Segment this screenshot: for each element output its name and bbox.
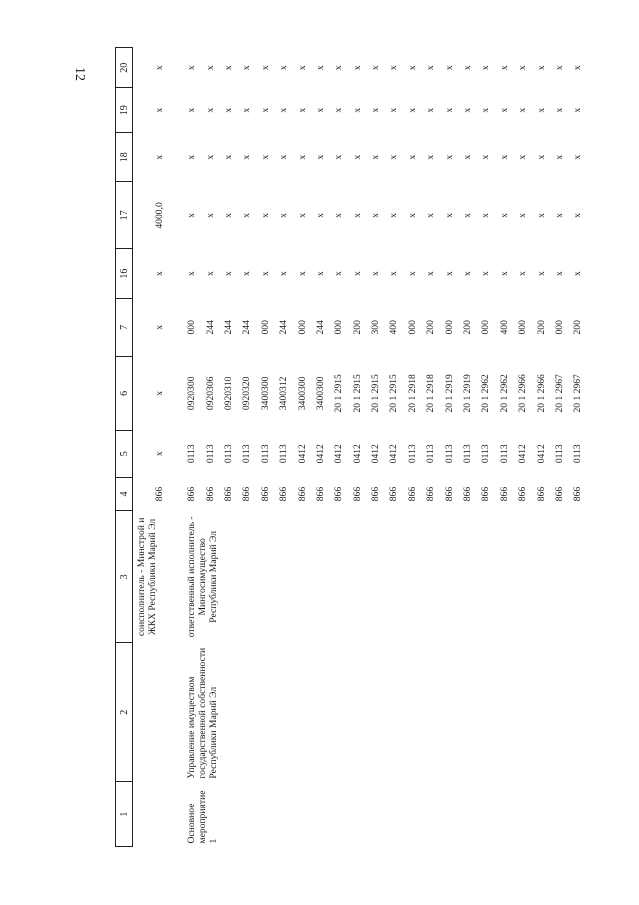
cell-c18: х	[462, 154, 474, 160]
cell-c4: 866	[554, 486, 565, 502]
cell-c5: 0113	[259, 444, 271, 464]
cell-c17: х	[517, 213, 529, 218]
cell-c5: 0113	[278, 444, 290, 464]
cell-c19: х	[480, 107, 492, 113]
cell-c4: 866	[480, 486, 492, 502]
cell-c6: 20 1 2966	[517, 374, 529, 413]
cell-c7: 000	[186, 320, 198, 335]
cell-c7: 400	[388, 320, 400, 335]
cell-c6: 20 1 2915	[370, 374, 382, 413]
col-header-1: 1	[116, 782, 133, 847]
col-header-16: 16	[116, 249, 133, 298]
cell-c16: х	[222, 271, 234, 276]
cell-c4: 866	[517, 486, 529, 502]
cell-c17: х	[406, 213, 418, 218]
cell-c17: х	[222, 213, 234, 218]
cell-c7: 000	[443, 320, 455, 335]
cell-c19: х	[204, 107, 216, 113]
cell-c7: 200	[572, 320, 584, 335]
cell-c6: 0920320	[241, 376, 253, 411]
col-header-17: 17	[116, 182, 133, 249]
cell-c5: 0113	[204, 444, 216, 464]
cell-c6: 20 1 2962	[480, 374, 492, 413]
cell-c19: х	[388, 107, 400, 113]
cell-c17: х	[314, 213, 326, 218]
cell-c6: 3400300	[314, 376, 326, 411]
cell-c7: 244	[222, 320, 234, 335]
cell-c7: 000	[406, 320, 418, 335]
cell-c16: х	[498, 271, 510, 276]
cell-c18: х	[186, 154, 198, 160]
cell-c16: х	[186, 271, 198, 276]
cell-c18: х	[204, 154, 216, 160]
cell-c20: х	[222, 65, 234, 71]
cell-c18: х	[333, 154, 345, 160]
cell-c17: х	[278, 213, 290, 218]
cell-c17: х	[370, 213, 382, 218]
cell-c18: х	[296, 154, 308, 160]
responsible-executor: ответственный исполнитель - Мингосимущество Республики Марий Эл	[185, 516, 219, 638]
cell-c16: х	[554, 271, 565, 276]
cell-c19: х	[425, 107, 437, 113]
cell-c7: 244	[278, 320, 290, 335]
cell-c4: 866	[314, 486, 326, 502]
rotated-table-container	[115, 47, 585, 847]
cell-c7: 200	[351, 320, 363, 335]
cell-c16: х	[351, 271, 363, 276]
cell-c16: х	[388, 271, 400, 276]
cell-c4: 866	[278, 486, 290, 502]
col-header-6: 6	[116, 356, 133, 430]
cell-c19: х	[517, 107, 529, 113]
cell-c18: х	[406, 154, 418, 160]
cell-c4: 866	[406, 486, 418, 502]
cell-c5: 0113	[554, 444, 565, 464]
cell-c16: х	[153, 271, 165, 276]
cell-c18: х	[480, 154, 492, 160]
cell-c20: х	[186, 65, 198, 71]
cell-c19: х	[186, 107, 198, 113]
cell-c17: х	[259, 213, 271, 218]
cell-c6: 20 1 2918	[425, 374, 437, 413]
cell-c17: х	[351, 213, 363, 218]
cell-c17: х	[186, 213, 198, 218]
cell-c6: 20 1 2915	[351, 374, 363, 413]
col-header-19: 19	[116, 88, 133, 133]
cell-c4: 866	[370, 486, 382, 502]
cell-c6: 20 1 2962	[498, 374, 510, 413]
cell-c16: х	[517, 271, 529, 276]
cell-c4: 866	[351, 486, 363, 502]
cell-c5: 0113	[425, 444, 437, 464]
cell-c6: 20 1 2918	[406, 374, 418, 413]
cell-c20: х	[370, 65, 382, 71]
col-header-5: 5	[116, 430, 133, 477]
cell-c18: х	[241, 154, 253, 160]
cell-c6: 20 1 2967	[554, 374, 565, 413]
cell-c18: х	[153, 154, 165, 160]
cell-c7: 200	[425, 320, 437, 335]
cell-c19: х	[296, 107, 308, 113]
cell-c5: 0412	[388, 444, 400, 464]
cell-c18: х	[278, 154, 290, 160]
cell-c6: 20 1 2915	[388, 374, 400, 413]
cell-c5: х	[153, 451, 165, 457]
cell-c16: х	[406, 271, 418, 276]
cell-c17: х	[480, 213, 492, 218]
cell-c17: х	[443, 213, 455, 218]
cell-c18: х	[425, 154, 437, 160]
cell-c6: 3400300	[296, 376, 308, 411]
cell-c5: 0412	[517, 444, 529, 464]
cell-c17: х	[204, 213, 216, 218]
cell-c7: 244	[204, 320, 216, 335]
cell-c16: х	[241, 271, 253, 276]
cell-c16: х	[535, 271, 547, 276]
col-header-7: 7	[116, 298, 133, 356]
cell-c7: 000	[333, 320, 345, 335]
cell-c17: х	[498, 213, 510, 218]
cell-c19: х	[278, 107, 290, 113]
cell-c19: х	[535, 107, 547, 113]
cell-c18: х	[535, 154, 547, 160]
cell-c16: х	[333, 271, 345, 276]
cell-c17: х	[241, 213, 253, 218]
cell-c5: 0113	[480, 444, 492, 464]
cell-c17: 4000,0	[153, 202, 165, 229]
cell-c19: х	[241, 107, 253, 113]
cell-c4: 866	[241, 486, 253, 502]
cell-c5: 0113	[498, 444, 510, 464]
cell-c6: 20 1 2966	[535, 374, 547, 413]
cell-c7: 000	[554, 320, 565, 335]
cell-c18: х	[572, 154, 584, 160]
cell-c20: х	[406, 65, 418, 71]
cell-c20: х	[498, 65, 510, 71]
cell-c4: 866	[296, 486, 308, 502]
cell-c18: х	[443, 154, 455, 160]
cell-c6: х	[153, 390, 165, 396]
cell-c7: 200	[535, 320, 547, 335]
cell-c6: 3400312	[278, 376, 290, 411]
cell-c20: х	[572, 65, 584, 71]
cell-c7: 200	[462, 320, 474, 335]
cell-c18: х	[554, 154, 565, 160]
cell-c19: х	[572, 107, 584, 113]
cell-c7: 300	[370, 320, 382, 335]
cell-c5: 0113	[241, 444, 253, 464]
cell-c19: х	[443, 107, 455, 113]
cell-c20: х	[480, 65, 492, 71]
cell-c20: х	[278, 65, 290, 71]
cell-c16: х	[443, 271, 455, 276]
cell-c4: 866	[222, 486, 234, 502]
cell-c19: х	[406, 107, 418, 113]
cell-c20: х	[241, 65, 253, 71]
cell-c5: 0412	[351, 444, 363, 464]
cell-c17: х	[388, 213, 400, 218]
cell-c16: х	[278, 271, 290, 276]
col-header-3: 3	[116, 511, 133, 643]
cell-c5: 0113	[186, 444, 198, 464]
cell-c16: х	[296, 271, 308, 276]
cell-c16: х	[314, 271, 326, 276]
cell-c5: 0412	[370, 444, 382, 464]
cell-c18: х	[517, 154, 529, 160]
col-header-18: 18	[116, 133, 133, 182]
cell-c6: 20 1 2919	[443, 374, 455, 413]
cell-c7: 000	[517, 320, 529, 335]
cell-c7: 244	[241, 320, 253, 335]
cell-c18: х	[370, 154, 382, 160]
cell-c16: х	[259, 271, 271, 276]
cell-c20: х	[259, 65, 271, 71]
cell-c19: х	[222, 107, 234, 113]
cell-c20: х	[517, 65, 529, 71]
cell-c20: х	[296, 65, 308, 71]
cell-c4: 866	[333, 486, 345, 502]
cell-c4: 866	[425, 486, 437, 502]
cell-c1	[133, 782, 183, 847]
cell-c20: х	[314, 65, 326, 71]
cell-c6: 20 1 2915	[333, 374, 345, 413]
cell-c6: 3400300	[259, 376, 271, 411]
cell-c6: 20 1 2919	[462, 374, 474, 413]
cell-c20: х	[443, 65, 455, 71]
cell-c17: х	[554, 213, 565, 218]
column-number-row	[116, 48, 133, 847]
page-number: 12	[72, 67, 87, 81]
cell-c6: 0920300	[186, 376, 198, 411]
cell-c19: х	[333, 107, 345, 113]
cell-c19: х	[314, 107, 326, 113]
cell-c20: х	[554, 65, 565, 71]
cell-c17: х	[425, 213, 437, 218]
cell-c16: х	[425, 271, 437, 276]
cell-c19: х	[153, 107, 165, 113]
cell-c18: х	[351, 154, 363, 160]
cell-c5: 0113	[572, 444, 584, 464]
cell-c4: 866	[259, 486, 271, 502]
cell-c7: х	[153, 324, 165, 330]
cell-c4: 866	[535, 486, 547, 502]
cell-c19: х	[259, 107, 271, 113]
cell-c19: х	[498, 107, 510, 113]
col-header-2: 2	[116, 643, 133, 782]
cell-c5: 0412	[314, 444, 326, 464]
cell-c18: х	[222, 154, 234, 160]
cell-c18: х	[259, 154, 271, 160]
cell-c20: х	[462, 65, 474, 71]
cell-c5: 0113	[462, 444, 474, 464]
cell-c20: х	[204, 65, 216, 71]
cell-c4: 866	[204, 486, 216, 502]
cell-c5: 0113	[222, 444, 234, 464]
cell-c17: х	[296, 213, 308, 218]
cell-c16: х	[370, 271, 382, 276]
cell-c7: 000	[259, 320, 271, 335]
cell-c6: 20 1 2967	[572, 374, 584, 413]
table-row	[183, 48, 201, 847]
activity-code: Основное мероприятие 1	[185, 790, 219, 844]
activity-name: Управление имуществом государственной собственности Республики Марий Эл	[185, 647, 219, 779]
cell-c6: 0920306	[204, 376, 216, 411]
cell-c16: х	[204, 271, 216, 276]
cell-c7: 244	[314, 320, 326, 335]
budget-table	[115, 47, 587, 847]
cell-c4: 866	[443, 486, 455, 502]
cell-c7: 000	[480, 320, 492, 335]
cell-c20: х	[333, 65, 345, 71]
cell-c19: х	[370, 107, 382, 113]
cell-c20: х	[425, 65, 437, 71]
cell-c20: х	[388, 65, 400, 71]
cell-c5: 0412	[333, 444, 345, 464]
cell-c20: х	[535, 65, 547, 71]
cell-c18: х	[388, 154, 400, 160]
cell-c19: х	[554, 107, 565, 113]
cell-c4: 866	[186, 486, 198, 502]
cell-c19: х	[351, 107, 363, 113]
cell-c5: 0113	[443, 444, 455, 464]
col-header-20: 20	[116, 48, 133, 88]
cell-c4: 866	[153, 486, 165, 502]
cell-c7: 400	[498, 320, 510, 335]
cell-c5: 0412	[535, 444, 547, 464]
cell-c4: 866	[388, 486, 400, 502]
cell-c4: 866	[572, 486, 584, 502]
cell-c7: 000	[296, 320, 308, 335]
cell-c6: 0920310	[222, 376, 234, 411]
cell-c19: х	[462, 107, 474, 113]
cell-c18: х	[314, 154, 326, 160]
coexecutor-label: соисполнитель - Минстрой и ЖКХ Республики Марий Эл	[136, 517, 158, 637]
cell-c20: х	[351, 65, 363, 71]
cell-c17: х	[535, 213, 547, 218]
cell-c16: х	[462, 271, 474, 276]
cell-c5: 0113	[406, 444, 418, 464]
cell-c4: 866	[462, 486, 474, 502]
cell-c5: 0412	[296, 444, 308, 464]
col-header-4: 4	[116, 477, 133, 511]
coexecutor-row	[133, 48, 183, 847]
cell-c2	[133, 643, 183, 782]
cell-c20: х	[153, 65, 165, 71]
cell-c4: 866	[498, 486, 510, 502]
cell-c16: х	[572, 271, 584, 276]
cell-c17: х	[462, 213, 474, 218]
cell-c16: х	[480, 271, 492, 276]
cell-c17: х	[572, 213, 584, 218]
cell-c18: х	[498, 154, 510, 160]
cell-c17: х	[333, 213, 345, 218]
